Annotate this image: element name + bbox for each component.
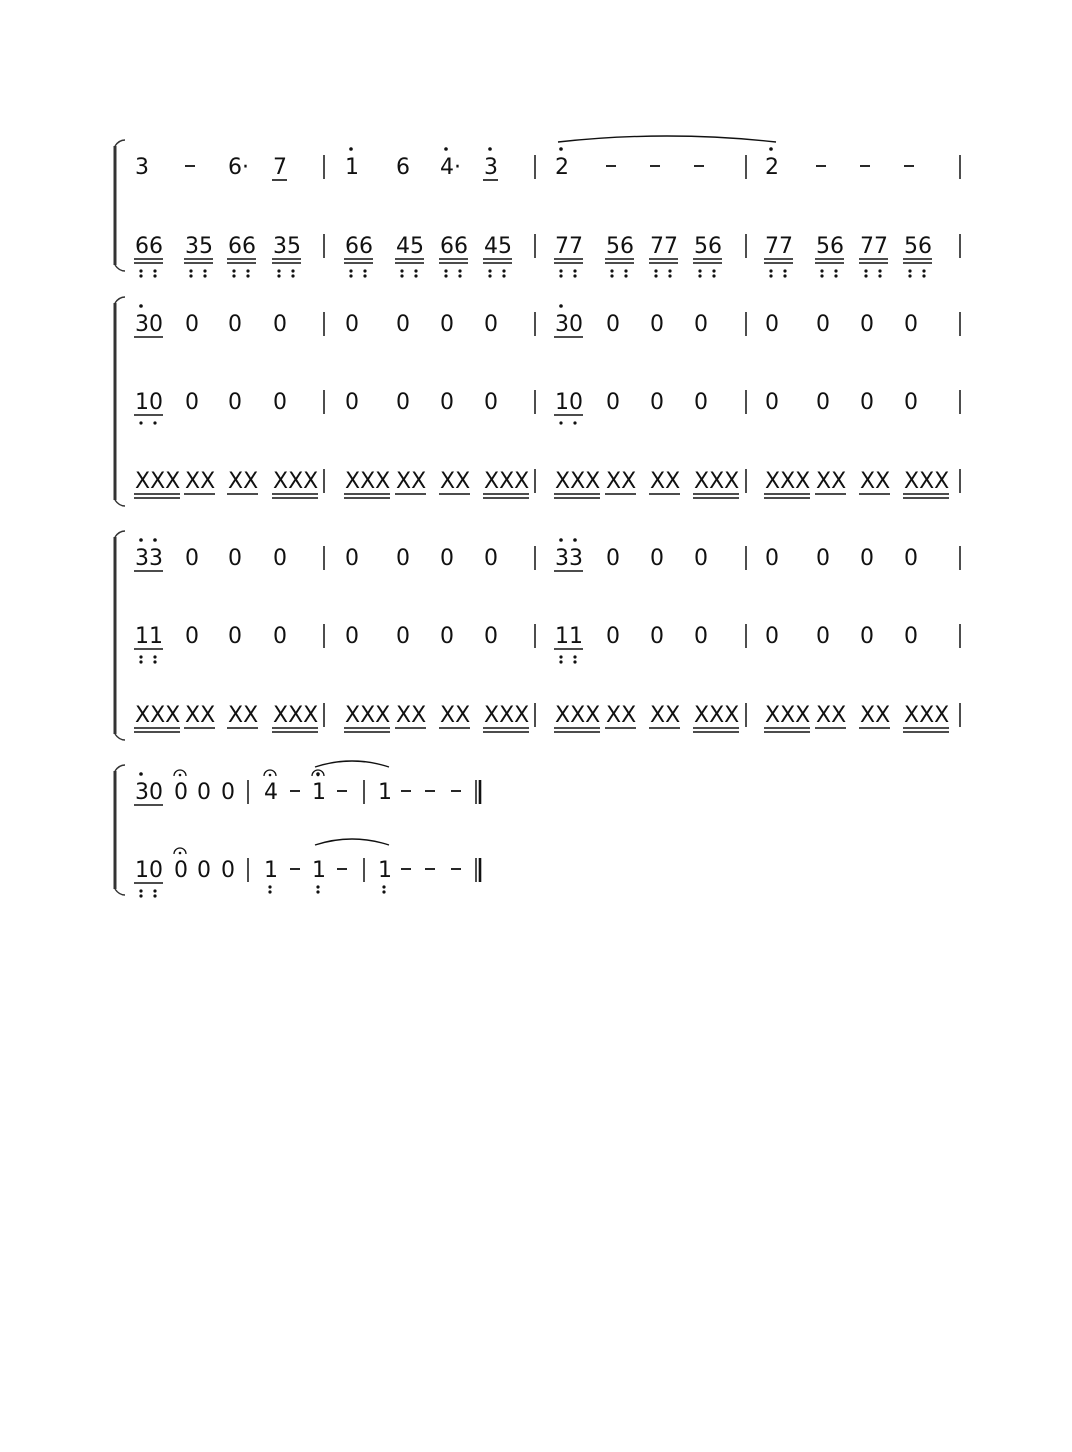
- note: 66: [228, 234, 256, 259]
- octave-dot-low: [232, 269, 235, 272]
- octave-dot-low: [559, 421, 562, 424]
- octave-dot-low: [400, 269, 403, 272]
- octave-dot-low: [349, 274, 352, 277]
- octave-dot-low: [246, 274, 249, 277]
- note: XX: [228, 703, 259, 728]
- octave-dot-low: [400, 274, 403, 277]
- octave-dot-low: [153, 269, 156, 272]
- octave-dot-low: [834, 269, 837, 272]
- note: 6·: [228, 155, 249, 180]
- note: 0: [273, 312, 287, 337]
- octave-dot-low: [610, 269, 613, 272]
- note: 7: [273, 155, 287, 180]
- octave-dot-low: [908, 274, 911, 277]
- note: 30: [135, 780, 163, 805]
- note: XX: [606, 469, 637, 494]
- bracket-top-hook: [115, 297, 125, 303]
- note: 0: [273, 546, 287, 571]
- note: 56: [694, 234, 722, 259]
- note: 0: [650, 624, 664, 649]
- note: 0: [221, 858, 235, 883]
- octave-dot-low: [878, 269, 881, 272]
- staff-accompaniment: [134, 234, 960, 278]
- note: 0: [816, 624, 830, 649]
- octave-dot-low: [573, 421, 576, 424]
- octave-dot-low: [573, 655, 576, 658]
- note: 2: [555, 155, 569, 180]
- note: XXX: [904, 469, 950, 494]
- note: XXX: [904, 703, 950, 728]
- octave-dot-high: [349, 147, 353, 151]
- note: 0: [396, 546, 410, 571]
- note: 0: [904, 624, 918, 649]
- octave-dot-low: [922, 269, 925, 272]
- note: 1: [378, 858, 392, 883]
- octave-dot-low: [624, 269, 627, 272]
- note: 45: [396, 234, 424, 259]
- octave-dot-low: [363, 274, 366, 277]
- staff-lower: [134, 839, 480, 898]
- note: XXX: [694, 703, 740, 728]
- octave-dot-low: [277, 269, 280, 272]
- note: 0: [396, 390, 410, 415]
- note: 77: [555, 234, 583, 259]
- note: 0: [904, 546, 918, 571]
- octave-dot-low: [908, 269, 911, 272]
- staff-lower: [134, 624, 960, 664]
- note: 0: [606, 546, 620, 571]
- note: 0: [174, 858, 188, 883]
- octave-dot-low: [139, 269, 142, 272]
- note: 0: [650, 390, 664, 415]
- note: 1: [345, 155, 359, 180]
- octave-dot-low: [573, 274, 576, 277]
- octave-dot-low: [573, 269, 576, 272]
- note: 33: [135, 546, 163, 571]
- octave-dot-low: [488, 274, 491, 277]
- note: 0: [197, 858, 211, 883]
- octave-dot-low: [232, 274, 235, 277]
- note: 0: [345, 312, 359, 337]
- staff-melody: [135, 136, 960, 180]
- octave-dot-low: [878, 274, 881, 277]
- octave-dot-low: [316, 890, 319, 893]
- note: 77: [860, 234, 888, 259]
- octave-dot-low: [834, 274, 837, 277]
- note: XXX: [555, 469, 601, 494]
- note: 0: [860, 390, 874, 415]
- octave-dot-low: [203, 274, 206, 277]
- fermata-dot: [179, 852, 182, 855]
- note: 0: [185, 546, 199, 571]
- note: 0: [221, 780, 235, 805]
- note: 0: [904, 312, 918, 337]
- octave-dot-low: [712, 274, 715, 277]
- staff-upper: [134, 538, 960, 571]
- staff-upper: [134, 761, 480, 805]
- note: 0: [185, 312, 199, 337]
- system-2: [115, 297, 960, 506]
- octave-dot-low: [153, 894, 156, 897]
- note: 56: [816, 234, 844, 259]
- octave-dot-low: [654, 269, 657, 272]
- note: XXX: [345, 469, 391, 494]
- note: XXX: [694, 469, 740, 494]
- octave-dot-low: [922, 274, 925, 277]
- staff-percussion: [134, 703, 960, 732]
- note: 4: [264, 780, 278, 805]
- note: 0: [273, 390, 287, 415]
- octave-dot-low: [382, 885, 385, 888]
- octave-dot-low: [203, 269, 206, 272]
- octave-dot-low: [458, 269, 461, 272]
- note: 0: [228, 390, 242, 415]
- note: 0: [185, 390, 199, 415]
- octave-dot-low: [783, 269, 786, 272]
- note: XXX: [135, 703, 181, 728]
- note: 0: [484, 312, 498, 337]
- octave-dot-high: [139, 538, 143, 542]
- note: 0: [694, 390, 708, 415]
- octave-dot-low: [189, 274, 192, 277]
- note: 0: [606, 390, 620, 415]
- octave-dot-low: [139, 421, 142, 424]
- octave-dot-low: [559, 660, 562, 663]
- note: 6: [396, 155, 410, 180]
- octave-dot-low: [139, 274, 142, 277]
- octave-dot-low: [668, 269, 671, 272]
- note: XXX: [345, 703, 391, 728]
- octave-dot-low: [573, 660, 576, 663]
- note: 0: [765, 312, 779, 337]
- note: XX: [860, 703, 891, 728]
- note: XX: [185, 703, 216, 728]
- note: 0: [816, 546, 830, 571]
- octave-dot-low: [820, 274, 823, 277]
- octave-dot-low: [820, 269, 823, 272]
- note: 77: [650, 234, 678, 259]
- note: XX: [185, 469, 216, 494]
- note: 3: [484, 155, 498, 180]
- note: 0: [396, 312, 410, 337]
- octave-dot-low: [363, 269, 366, 272]
- octave-dot-low: [139, 655, 142, 658]
- note: 0: [484, 390, 498, 415]
- system-3: [115, 531, 960, 740]
- octave-dot-low: [769, 269, 772, 272]
- octave-dot-low: [783, 274, 786, 277]
- note: 4·: [440, 155, 461, 180]
- octave-dot-low: [444, 274, 447, 277]
- staff-upper: [134, 304, 960, 337]
- note: 0: [765, 546, 779, 571]
- bracket-top-hook: [115, 140, 125, 146]
- note: XX: [606, 703, 637, 728]
- octave-dot-low: [414, 269, 417, 272]
- octave-dot-low: [654, 274, 657, 277]
- note: 10: [555, 390, 583, 415]
- octave-dot-high: [139, 304, 143, 308]
- note: 0: [694, 546, 708, 571]
- note: 0: [440, 624, 454, 649]
- bracket-bottom-hook: [115, 265, 125, 271]
- octave-dot-low: [268, 890, 271, 893]
- octave-dot-low: [698, 269, 701, 272]
- octave-dot-low: [502, 274, 505, 277]
- octave-dot-high: [573, 538, 577, 542]
- note: XX: [860, 469, 891, 494]
- system-4: [115, 761, 480, 898]
- octave-dot-low: [624, 274, 627, 277]
- note: 1: [312, 780, 326, 805]
- note: 56: [606, 234, 634, 259]
- note: 35: [273, 234, 301, 259]
- note: XX: [816, 469, 847, 494]
- note: 0: [174, 780, 188, 805]
- fermata-dot: [179, 774, 182, 777]
- bracket-bottom-hook: [115, 500, 125, 506]
- note: 66: [135, 234, 163, 259]
- bracket-bottom-hook: [115, 734, 125, 740]
- octave-dot-high: [559, 304, 563, 308]
- octave-dot-low: [559, 655, 562, 658]
- octave-dot-high: [559, 147, 563, 151]
- note: 3: [135, 155, 149, 180]
- octave-dot-low: [458, 274, 461, 277]
- note: 0: [694, 624, 708, 649]
- octave-dot-high: [444, 147, 448, 151]
- note: 30: [555, 312, 583, 337]
- octave-dot-low: [291, 269, 294, 272]
- note: 0: [860, 312, 874, 337]
- octave-dot-low: [488, 269, 491, 272]
- bracket-top-hook: [115, 531, 125, 537]
- note: 66: [440, 234, 468, 259]
- note: XXX: [135, 469, 181, 494]
- octave-dot-low: [864, 274, 867, 277]
- octave-dot-low: [712, 269, 715, 272]
- bracket-bottom-hook: [115, 889, 125, 895]
- octave-dot-low: [382, 890, 385, 893]
- note: 0: [228, 312, 242, 337]
- system-1: [115, 136, 960, 278]
- octave-dot-low: [153, 655, 156, 658]
- note: 0: [606, 624, 620, 649]
- note: XXX: [484, 703, 530, 728]
- note: 0: [440, 546, 454, 571]
- octave-dot-high: [153, 538, 157, 542]
- octave-dot-low: [610, 274, 613, 277]
- octave-dot-low: [414, 274, 417, 277]
- note: XX: [650, 703, 681, 728]
- note: XXX: [484, 469, 530, 494]
- octave-dot-low: [291, 274, 294, 277]
- tie-slur: [558, 136, 776, 142]
- note: 0: [345, 390, 359, 415]
- note: XXX: [765, 469, 811, 494]
- note: 0: [650, 546, 664, 571]
- note: 0: [228, 624, 242, 649]
- staff-lower: [134, 390, 960, 425]
- note: 56: [904, 234, 932, 259]
- note: 77: [765, 234, 793, 259]
- note: 0: [904, 390, 918, 415]
- note: 0: [345, 546, 359, 571]
- note: 0: [650, 312, 664, 337]
- note: 0: [440, 390, 454, 415]
- octave-dot-low: [668, 274, 671, 277]
- octave-dot-low: [189, 269, 192, 272]
- note: 0: [484, 624, 498, 649]
- octave-dot-low: [864, 269, 867, 272]
- octave-dot-low: [502, 269, 505, 272]
- octave-dot-low: [316, 885, 319, 888]
- octave-dot-low: [153, 660, 156, 663]
- octave-dot-low: [268, 885, 271, 888]
- octave-dot-low: [246, 269, 249, 272]
- note: XX: [396, 469, 427, 494]
- note: 0: [606, 312, 620, 337]
- octave-dot-low: [349, 269, 352, 272]
- note: 0: [860, 624, 874, 649]
- note: 0: [816, 312, 830, 337]
- octave-dot-low: [153, 274, 156, 277]
- note: 0: [816, 390, 830, 415]
- fermata-dot: [269, 774, 272, 777]
- note: XX: [396, 703, 427, 728]
- note: 0: [345, 624, 359, 649]
- bracket-top-hook: [115, 765, 125, 771]
- note: 0: [440, 312, 454, 337]
- note: 30: [135, 312, 163, 337]
- octave-dot-low: [139, 889, 142, 892]
- note: XXX: [555, 703, 601, 728]
- note: 1: [312, 858, 326, 883]
- octave-dot-low: [559, 269, 562, 272]
- note: 0: [694, 312, 708, 337]
- note: 1: [264, 858, 278, 883]
- fermata-dot: [317, 774, 320, 777]
- note: 1: [378, 780, 392, 805]
- note: 10: [135, 858, 163, 883]
- note: 0: [860, 546, 874, 571]
- note: 10: [135, 390, 163, 415]
- note: 0: [228, 546, 242, 571]
- note: 0: [185, 624, 199, 649]
- note: 0: [765, 624, 779, 649]
- octave-dot-high: [559, 538, 563, 542]
- note: 11: [135, 624, 163, 649]
- note: XX: [228, 469, 259, 494]
- octave-dot-low: [444, 269, 447, 272]
- note: 45: [484, 234, 512, 259]
- octave-dot-low: [153, 889, 156, 892]
- note: XXX: [273, 703, 319, 728]
- note: 2: [765, 155, 779, 180]
- note: XX: [816, 703, 847, 728]
- note: 0: [197, 780, 211, 805]
- octave-dot-low: [559, 274, 562, 277]
- octave-dot-high: [769, 147, 773, 151]
- note: 0: [484, 546, 498, 571]
- note: 66: [345, 234, 373, 259]
- octave-dot-low: [153, 421, 156, 424]
- note: XXX: [765, 703, 811, 728]
- staff-percussion: [134, 469, 960, 498]
- note: XX: [440, 703, 471, 728]
- octave-dot-low: [277, 274, 280, 277]
- octave-dot-low: [769, 274, 772, 277]
- note: 33: [555, 546, 583, 571]
- octave-dot-high: [139, 772, 143, 776]
- tie-slur: [315, 761, 389, 767]
- octave-dot-low: [139, 660, 142, 663]
- note: XXX: [273, 469, 319, 494]
- note: XX: [650, 469, 681, 494]
- note: 0: [765, 390, 779, 415]
- note: 11: [555, 624, 583, 649]
- tie-slur: [315, 839, 389, 845]
- note: 0: [273, 624, 287, 649]
- note: XX: [440, 469, 471, 494]
- octave-dot-high: [488, 147, 492, 151]
- octave-dot-low: [698, 274, 701, 277]
- note: 35: [185, 234, 213, 259]
- octave-dot-low: [139, 894, 142, 897]
- note: 0: [396, 624, 410, 649]
